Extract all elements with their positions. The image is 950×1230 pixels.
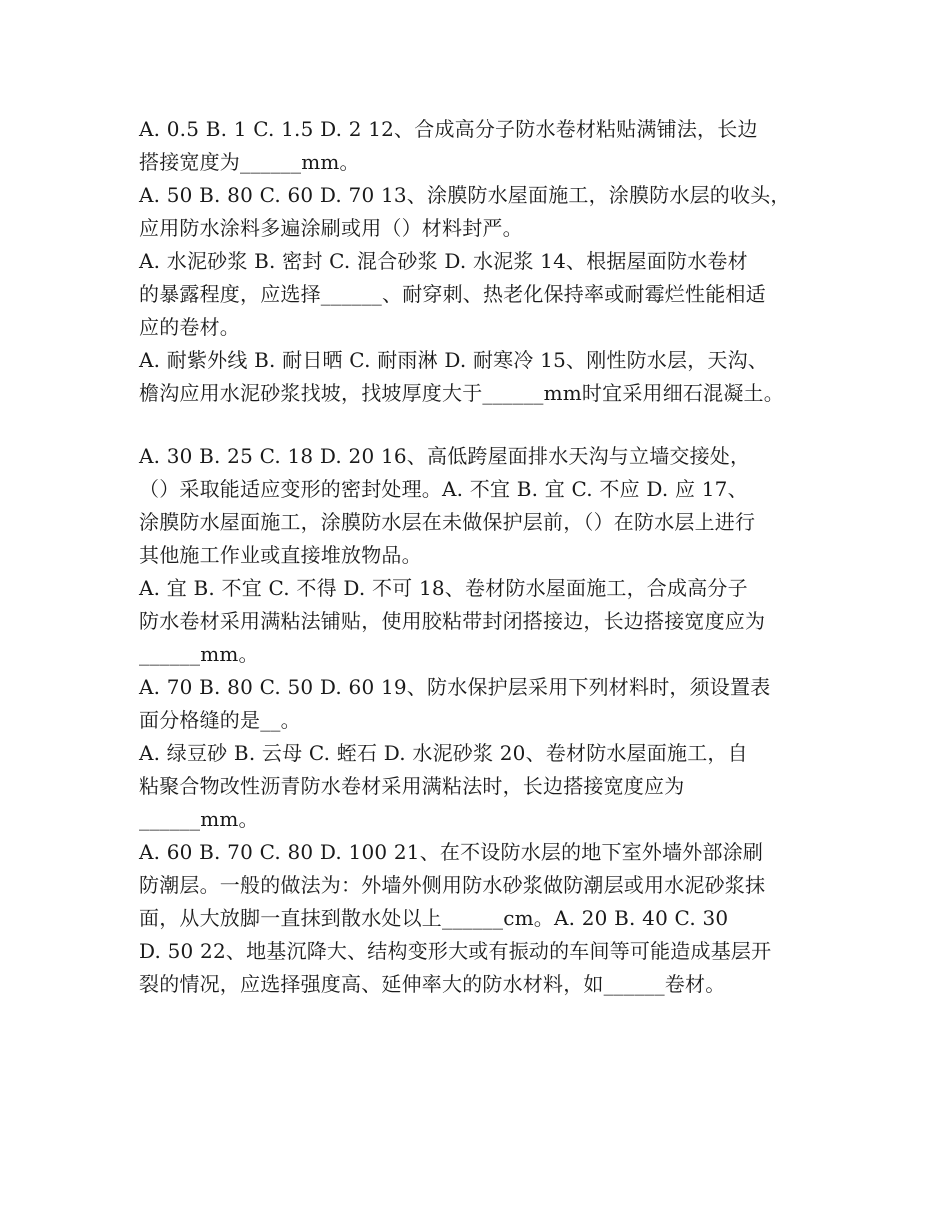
text-line: 裂的情况，应选择强度高、延伸率大的防水材料，如______卷材。 xyxy=(139,972,726,996)
text-line: 涂膜防水屋面施工，涂膜防水层在未做保护层前，（）在防水层上进行 xyxy=(139,510,756,534)
text-line: A. 宜 B. 不宜 C. 不得 D. 不可 18、卷材防水屋面施工，合成高分子 xyxy=(139,576,748,600)
text-line: 其他施工作业或直接堆放物品。 xyxy=(139,543,422,567)
text-line: A. 70 B. 80 C. 50 D. 60 19、防水保护层采用下列材料时，须设置表 xyxy=(139,675,771,699)
text-line: 防水卷材采用满粘法铺贴，使用胶粘带封闭搭接边，长边搭接宽度应为 xyxy=(139,609,766,633)
document-body xyxy=(139,113,829,1001)
text-line: A. 50 B. 80 C. 60 D. 70 13、涂膜防水屋面施工，涂膜防水层的收头， xyxy=(139,183,791,207)
text-line: A. 0.5 B. 1 C. 1.5 D. 2 12、合成高分子防水卷材粘贴满铺法，长边 xyxy=(139,117,758,141)
text-line: 防潮层。一般的做法为：外墙外侧用防水砂浆做防潮层或用水泥砂浆抹 xyxy=(139,873,766,897)
text-line: 应用防水涂料多遍涂刷或用（）材料封严。 xyxy=(139,216,523,240)
text-line: 的暴露程度，应选择______、耐穿刺、热老化保持率或耐霉烂性能相适 xyxy=(139,282,766,306)
text-line: 面，从大放脚一直抹到散水处以上______cm。A. 20 B. 40 C. 30 xyxy=(139,906,729,930)
text-line: 面分格缝的是__。 xyxy=(139,708,301,732)
text-line: A. 耐紫外线 B. 耐日晒 C. 耐雨淋 D. 耐寒冷 15、刚性防水层，天沟、 xyxy=(139,348,768,372)
text-line: D. 50 22、地基沉降大、结构变形大或有振动的车间等可能造成基层开 xyxy=(139,939,772,963)
text-line: （）采取能适应变形的密封处理。A. 不宜 B. 宜 C. 不应 D. 应 17、 xyxy=(139,477,748,501)
text-line: A. 水泥砂浆 B. 密封 C. 混合砂浆 D. 水泥浆 14、根据屋面防水卷材 xyxy=(139,249,748,273)
text-line: 粘聚合物改性沥青防水卷材采用满粘法时，长边搭接宽度应为 xyxy=(139,774,685,798)
text-line: ______mm。 xyxy=(139,642,259,666)
text-line: ______mm。 xyxy=(139,807,259,831)
text-line: 檐沟应用水泥砂浆找坡，找坡厚度大于______mm时宜采用细石混凝土。 xyxy=(139,381,784,405)
text-line: A. 60 B. 70 C. 80 D. 100 21、在不设防水层的地下室外墙外部涂刷 xyxy=(139,840,764,864)
paragraph-gap xyxy=(139,410,829,440)
text-line: 应的卷材。 xyxy=(139,315,240,339)
text-line: A. 30 B. 25 C. 18 D. 20 16、高低跨屋面排水天沟与立墙交接处， xyxy=(139,444,751,468)
text-line: 搭接宽度为______mm。 xyxy=(139,150,360,174)
text-line: A. 绿豆砂 B. 云母 C. 蛭石 D. 水泥砂浆 20、卷材防水屋面施工，自 xyxy=(139,741,748,765)
